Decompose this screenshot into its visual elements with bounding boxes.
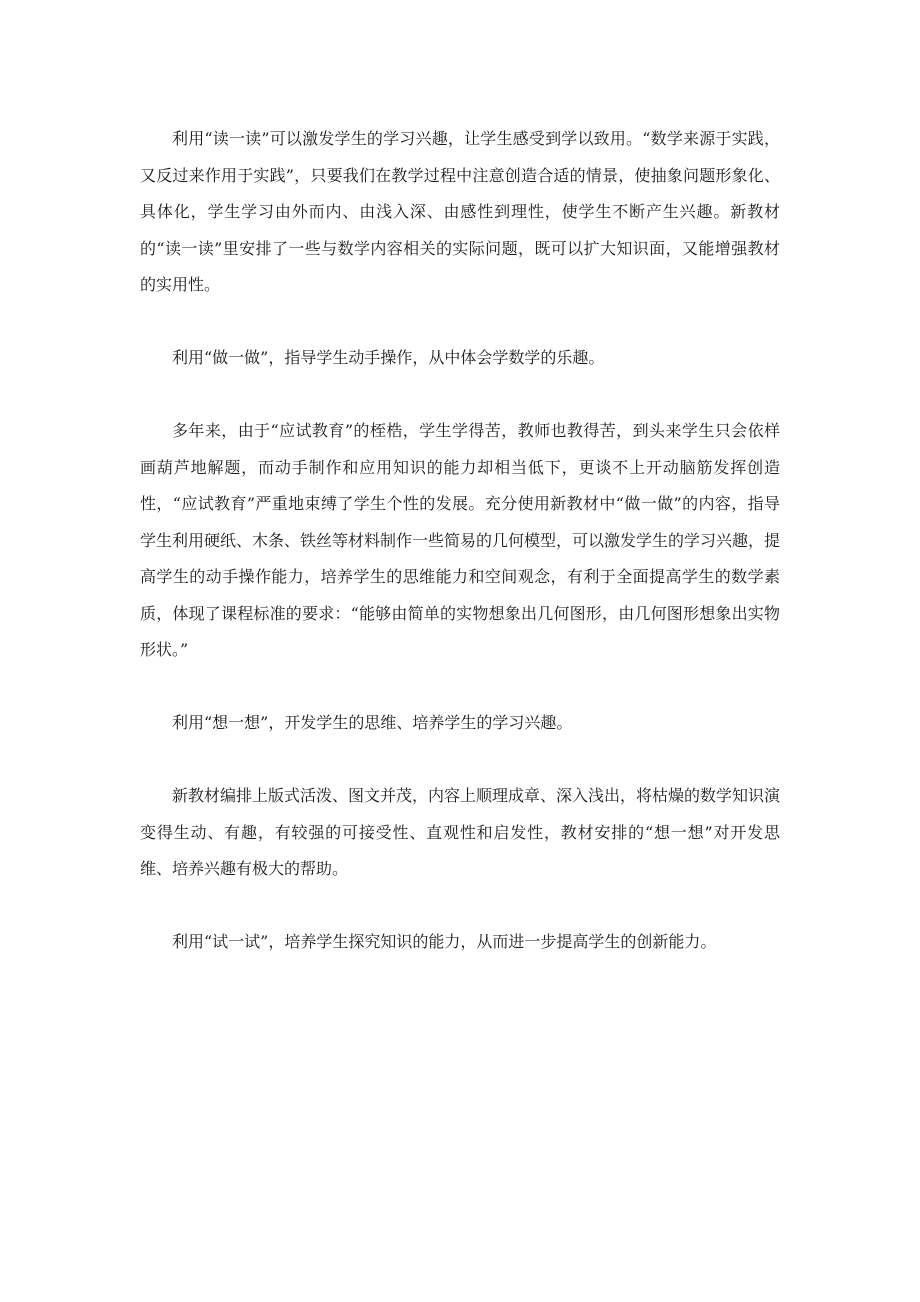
paragraph-think-one-think-body: 新教材编排上版式活泼、图文并茂，内容上顺理成章、深入浅出，将枯燥的数学知识演变得生动、有趣，有较强的可接受性、直观性和启发性，教材安排的“想一想”对开发思维、培养兴趣有极大的帮助。	[140, 786, 781, 878]
paragraph-try-one-try-heading: 利用“试一试”，培养学生探究知识的能力，从而进一步提高学生的创新能力。	[172, 932, 717, 951]
paragraph-read-one-read: 利用“读一读”可以激发学生的学习兴趣，让学生感受到学以致用。“数学来源于实践，又反过来作用于实践”，只要我们在教学过程中注意创造合适的情景，使抽象问题形象化、具体化，学生学习由外而内、由浅入深、由感性到理性，使学生不断产生兴趣。新教材的“读一读”里安排了一些与数学内容相关的实际问题，既可以扩大知识面，又能增强教材的实用性。	[140, 129, 780, 294]
paragraph-do-one-do-body: 多年来，由于“应试教育”的桎梏，学生学得苦，教师也教得苦，到头来学生只会依样画葫芦地解题，而动手制作和应用知识的能力却相当低下，更谈不上开动脑筋发挥创造性，“应试教育”严重地束缚了学生个性的发展。充分使用新教材中“做一做”的内容，指导学生利用硬纸、木条、铁丝等材料制作一些简易的几何模型，可以激发学生的学习兴趣，提高学生的动手操作能力，培养学生的思维能力和空间观念，有利于全面提高学生的数学素质，体现了课程标准的要求：“能够由简单的实物想象出几何图形，由几何图形想象出实物形状。”	[140, 421, 781, 659]
paragraph-do-one-do-heading: 利用“做一做”，指导学生动手操作，从中体会学数学的乐趣。	[172, 348, 605, 367]
paragraph-think-one-think-heading: 利用“想一想”，开发学生的思维、培养学生的学习兴趣。	[172, 713, 573, 732]
document-body	[140, 121, 780, 961]
